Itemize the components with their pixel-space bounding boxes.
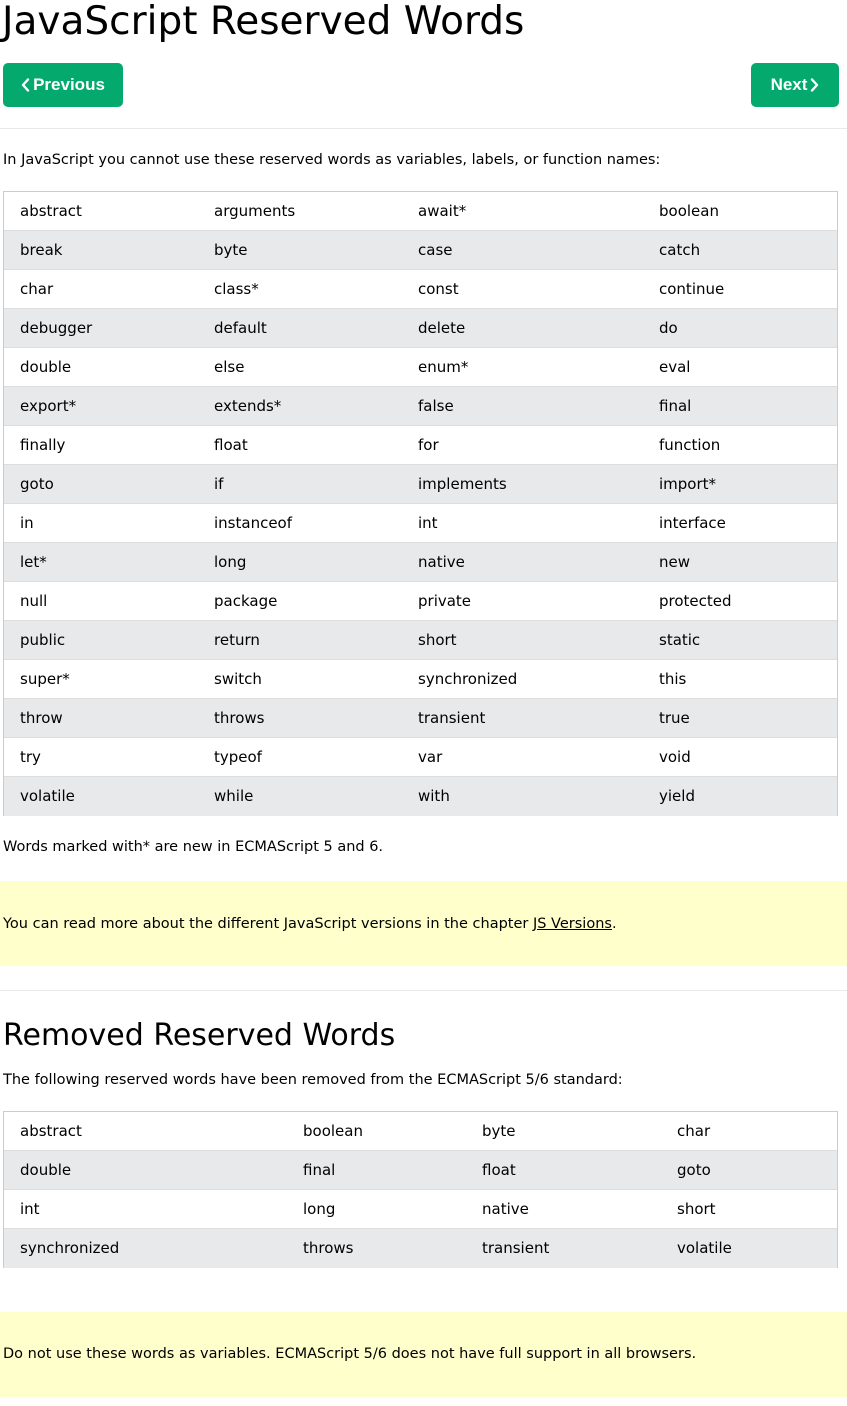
table-cell: interface <box>659 514 726 532</box>
table-cell: byte <box>482 1122 516 1140</box>
table-cell: default <box>214 319 267 337</box>
table-cell: transient <box>418 709 486 727</box>
table-cell: await* <box>418 202 467 220</box>
next-button-label: Next <box>770 75 808 94</box>
table-cell: float <box>482 1161 516 1179</box>
table-row <box>4 1151 837 1190</box>
table-row <box>4 465 837 504</box>
table-cell: var <box>418 748 443 766</box>
table-cell: return <box>214 631 260 649</box>
table-row <box>4 660 837 699</box>
table-cell: volatile <box>677 1239 732 1257</box>
warning-note-panel <box>0 1312 847 1397</box>
versions-note-panel <box>0 881 847 966</box>
table-row <box>4 504 837 543</box>
intro-text: In JavaScript you cannot use these reserved words as variables, labels, or function names: <box>3 152 661 168</box>
table-cell: do <box>659 319 678 337</box>
table-cell: synchronized <box>20 1239 120 1257</box>
table-cell: super* <box>20 670 70 688</box>
table-cell: goto <box>677 1161 711 1179</box>
divider <box>0 128 847 129</box>
table-row <box>4 543 837 582</box>
table-cell: extends* <box>214 397 282 415</box>
table-cell: native <box>418 553 465 571</box>
table-cell: volatile <box>20 787 75 805</box>
table-cell: boolean <box>303 1122 363 1140</box>
previous-button-label: Previous <box>33 75 105 94</box>
table-cell: arguments <box>214 202 296 220</box>
divider <box>0 990 847 991</box>
versions-note-suffix: . <box>611 916 617 932</box>
table-cell: short <box>677 1200 716 1218</box>
table-cell: synchronized <box>418 670 518 688</box>
table-cell: eval <box>659 358 691 376</box>
table-cell: goto <box>20 475 54 493</box>
table-cell: double <box>20 1161 72 1179</box>
table-cell: char <box>20 280 54 298</box>
table-cell: abstract <box>20 202 82 220</box>
table-row <box>4 1229 837 1268</box>
table-cell: break <box>20 241 63 259</box>
table-cell: typeof <box>214 748 262 766</box>
table-cell: char <box>677 1122 711 1140</box>
removed-intro-text: The following reserved words have been removed from the ECMAScript 5/6 standard: <box>3 1072 623 1088</box>
table-cell: throws <box>303 1239 354 1257</box>
table-cell: throws <box>214 709 265 727</box>
versions-note-body: You can read more about the different JavaScript versions in the chapter <box>3 916 533 932</box>
table-row <box>4 348 837 387</box>
table-cell: package <box>214 592 278 610</box>
table-cell: debugger <box>20 319 93 337</box>
table-cell: false <box>418 397 454 415</box>
table-cell: import* <box>659 475 717 493</box>
table-cell: boolean <box>659 202 719 220</box>
chevron-right-icon <box>809 78 819 92</box>
table-row <box>4 777 837 816</box>
table-cell: continue <box>659 280 725 298</box>
table-cell: new <box>659 553 691 571</box>
table-row <box>4 699 837 738</box>
table-cell: null <box>20 592 48 610</box>
table-cell: public <box>20 631 66 649</box>
table-row <box>4 621 837 660</box>
table-cell: export* <box>20 397 77 415</box>
table-cell: for <box>418 436 439 454</box>
table-cell: instanceof <box>214 514 293 532</box>
table-cell: class* <box>214 280 259 298</box>
table-cell: while <box>214 787 254 805</box>
table-cell: with <box>418 787 450 805</box>
table-row <box>4 309 837 348</box>
previous-button[interactable] <box>3 63 123 107</box>
table-cell: enum* <box>418 358 469 376</box>
table-cell: abstract <box>20 1122 82 1140</box>
table-cell: throw <box>20 709 63 727</box>
footnote-text: Words marked with* are new in ECMAScript 5 and 6. <box>3 839 384 855</box>
table-cell: static <box>659 631 701 649</box>
table-cell: final <box>303 1161 336 1179</box>
table-cell: let* <box>20 553 47 571</box>
table-row <box>4 192 837 231</box>
table-cell: byte <box>214 241 248 259</box>
table-row <box>4 738 837 777</box>
table-cell: implements <box>418 475 507 493</box>
table-cell: this <box>659 670 687 688</box>
reserved-words-table <box>3 191 838 816</box>
section-heading: Removed Reserved Words <box>3 1018 396 1053</box>
table-cell: int <box>418 514 438 532</box>
table-row <box>4 1190 837 1229</box>
table-cell: switch <box>214 670 262 688</box>
table-cell: long <box>303 1200 336 1218</box>
table-cell: try <box>20 748 41 766</box>
table-cell: int <box>20 1200 40 1218</box>
table-cell: long <box>214 553 247 571</box>
table-cell: true <box>659 709 690 727</box>
table-cell: finally <box>20 436 66 454</box>
table-row <box>4 582 837 621</box>
warning-note-text: Do not use these words as variables. ECMAScript 5/6 does not have full support in all browsers. <box>3 1346 697 1362</box>
table-cell: final <box>659 397 692 415</box>
versions-note-text <box>3 913 617 935</box>
table-row <box>4 231 837 270</box>
table-cell: void <box>659 748 691 766</box>
chevron-left-icon <box>21 78 31 92</box>
table-cell: double <box>20 358 72 376</box>
table-cell: protected <box>659 592 732 610</box>
table-row <box>4 426 837 465</box>
table-cell: const <box>418 280 459 298</box>
table-cell: if <box>214 475 224 493</box>
table-row <box>4 1112 837 1151</box>
table-cell: float <box>214 436 248 454</box>
js-versions-link[interactable]: JS Versions <box>532 916 612 932</box>
page-title: JavaScript Reserved Words <box>2 0 525 44</box>
table-cell: else <box>214 358 245 376</box>
table-cell: function <box>659 436 721 454</box>
table-cell: private <box>418 592 472 610</box>
table-row <box>4 387 837 426</box>
removed-words-table <box>3 1111 838 1268</box>
table-cell: in <box>20 514 34 532</box>
table-cell: catch <box>659 241 701 259</box>
table-cell: delete <box>418 319 466 337</box>
next-button[interactable] <box>751 63 839 107</box>
table-cell: case <box>418 241 453 259</box>
table-cell: short <box>418 631 457 649</box>
table-cell: transient <box>482 1239 550 1257</box>
table-row <box>4 270 837 309</box>
table-cell: yield <box>659 787 695 805</box>
table-cell: native <box>482 1200 529 1218</box>
